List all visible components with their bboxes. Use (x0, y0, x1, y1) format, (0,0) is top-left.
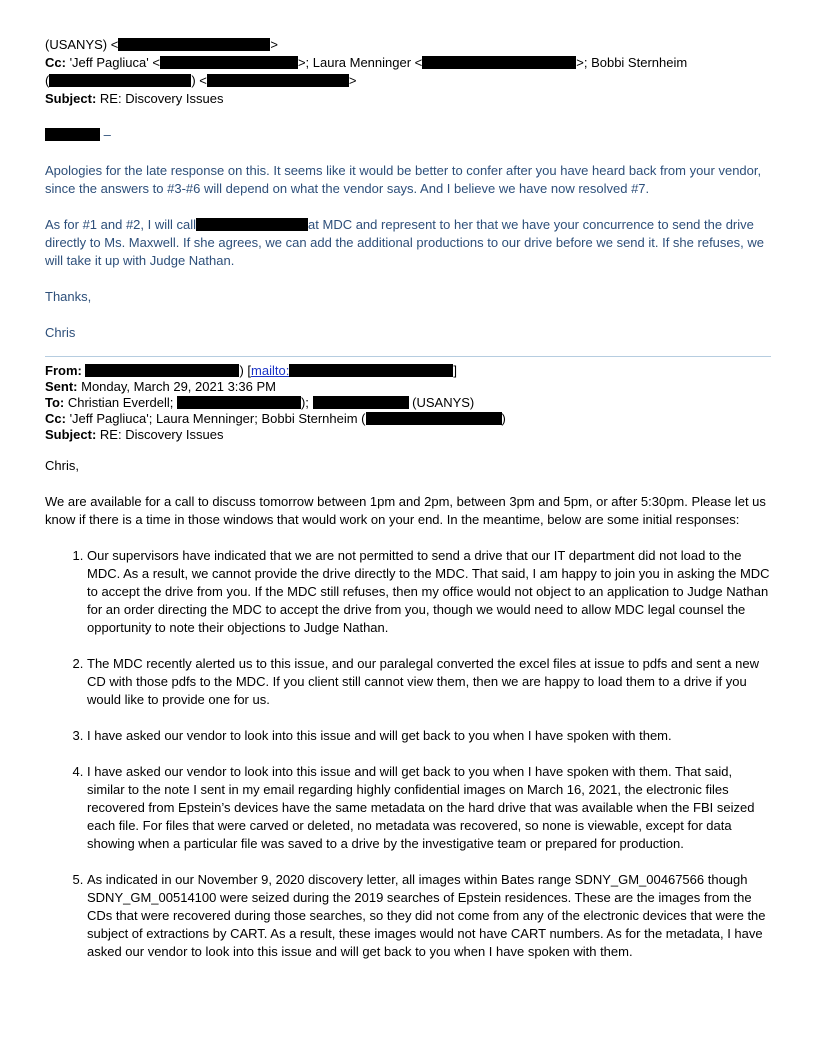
redaction-block (85, 364, 239, 377)
reply-paragraph-1: Apologies for the late response on this. It seems like it would be better to confer after you have heard back from your vendor, since the answers to #3-#6 will depend on what the vendor says. And I believe we have now resolved #7. (45, 163, 762, 196)
original-intro: We are available for a call to discuss tomorrow between 1pm and 2pm, between 3pm and 5pm, or after 5:30pm. Please let us know if there is a time in those windows that would work on your end. In the meantime, below are some initial responses: (45, 494, 766, 527)
redaction-block (177, 396, 301, 409)
quoted-to-line: To: Christian Everdell; ); (USANYS) (45, 395, 475, 410)
redaction-block (207, 74, 349, 87)
reply-salutation: – (45, 126, 773, 144)
quoted-divider (45, 356, 771, 357)
redaction-block (313, 396, 409, 409)
original-greeting: Chris, (45, 458, 79, 473)
list-item: 5. As indicated in our November 9, 2020 discovery letter, all images within Bates range SDNY_GM_00467566 though SDNY_GM_00514100 were seized during the 2019 searches of Epstein residences. These are the images from the CDs that were recovered during those searches, so they did not come from any of the electronic devices that were the subject of extractions by CART. As a result, these images would not have CART numbers. As for the metadata, I have asked our vendor to look into this issue and will get back to you when I have spoken with them. (87, 871, 773, 961)
quoted-subject-line: Subject: RE: Discovery Issues (45, 427, 224, 442)
list-item: 1. Our supervisors have indicated that we are not permitted to send a drive that our IT department did not load to the MDC. As a result, we cannot provide the drive directly to the MDC. That said, I am happy to join you in asking the MDC to accept the drive from you. If the MDC still refuses, then my office would not object to an application to Judge Nathan for an order directing the MDC to accept the drive from you, though we would need to allow MDC legal counsel the opportunity to note their objections to Judge Nathan. (87, 547, 773, 637)
redaction-block (366, 412, 502, 425)
list-item: 4. I have asked our vendor to look into this issue and will get back to you when I have spoken with them. That said, similar to the note I sent in my email regarding highly confidential images on March 16, 2021, the electronic files recovered from Epstein’s devices have the same metadata on the hard drive that was available when the FBI seized each file. For files that were carved or deleted, no metadata was recovered, so none is viewable, except for data showing when a particular file was saved to a drive by the investigative team or prepared for production. (87, 763, 773, 853)
responses-list (45, 547, 773, 961)
quoted-from-line: From: ) [mailto: ] (45, 363, 457, 378)
redaction-block (118, 38, 270, 51)
mailto-link[interactable]: mailto: (251, 363, 290, 378)
quoted-cc-line: Cc: 'Jeff Pagliuca'; Laura Menninger; Bobbi Sternheim ( ) (45, 411, 506, 426)
list-item: 3. I have asked our vendor to look into this issue and will get back to you when I have spoken with them. (87, 727, 773, 745)
header-to-line: (USANYS) < > (45, 37, 278, 52)
email-document (45, 36, 773, 979)
redaction-block (422, 56, 576, 69)
redaction-block (45, 128, 100, 141)
reply-thanks: Thanks, (45, 289, 92, 304)
header-cc-continued-line: ( ) < > (45, 73, 357, 88)
redaction-block (49, 74, 191, 87)
redaction-block (160, 56, 298, 69)
header-subject-line: Subject: RE: Discovery Issues (45, 91, 224, 106)
redaction-block (196, 218, 308, 231)
reply-paragraph-2: As for #1 and #2, I will call at MDC and represent to her that we have your concurrence to send the drive directly to Ms. Maxwell. If she agrees, we can add the additional productions to our drive before we send it. If she refuses, we will take it up with Judge Nathan. (45, 217, 764, 268)
list-item: 2. The MDC recently alerted us to this issue, and our paralegal converted the excel files at issue to pdfs and sent a new CD with those pdfs to the MDC. If you client still cannot view them, then we are happy to load them to a drive if you would like to provide one for us. (87, 655, 773, 709)
redaction-block (289, 364, 453, 377)
reply-signature: Chris (45, 325, 76, 340)
header-cc-line: Cc: 'Jeff Pagliuca' < >; Laura Menninger < >; Bobbi Sternheim (45, 55, 688, 70)
quoted-sent-line: Sent: Monday, March 29, 2021 3:36 PM (45, 379, 276, 394)
